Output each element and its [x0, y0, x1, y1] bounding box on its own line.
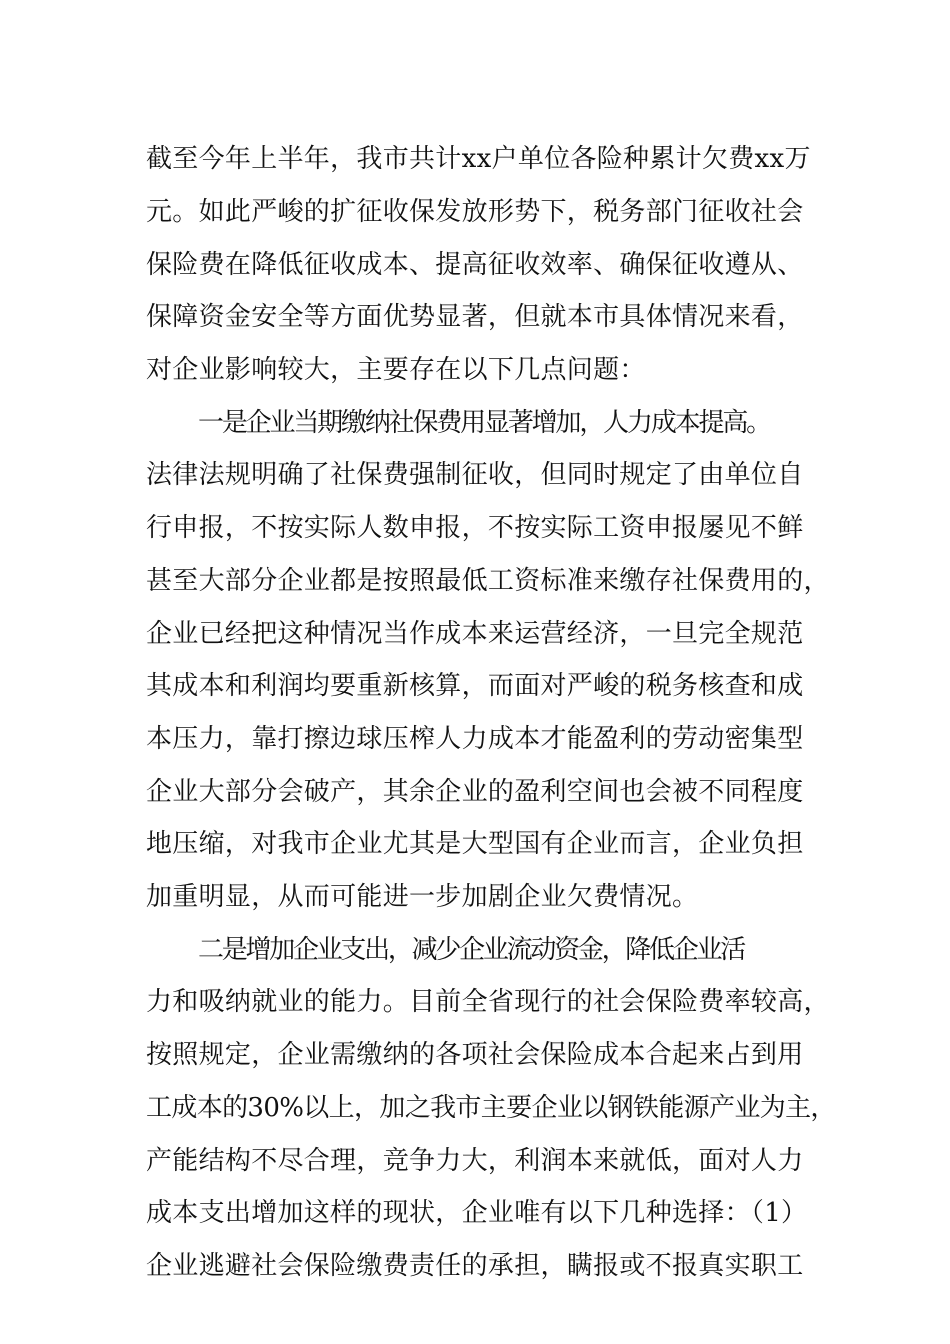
text-line: 企业大部分会破产，其余企业的盈利空间也会被不同程度 — [146, 777, 804, 807]
text-line: 按照规定，企业需缴纳的各项社会保险成本合起来占到用 — [146, 1040, 804, 1070]
paragraph-start-line: 二是增加企业支出，减少企业流动资金，降低企业活 — [198, 935, 745, 965]
text-line: 甚至大部分企业都是按照最低工资标准来缴存社保费用的， — [146, 566, 830, 596]
text-line: 其成本和利润均要重新核算，而面对严峻的税务核查和成 — [146, 671, 804, 701]
text-line: 保险费在降低征收成本、提高征收效率、确保征收遵从、 — [146, 250, 804, 280]
text-line: 力和吸纳就业的能力。目前全省现行的社会保险费率较高， — [146, 987, 830, 1017]
text-line: 法律法规明确了社保费强制征收，但同时规定了由单位自 — [146, 460, 804, 490]
paragraph-start-line: 一是企业当期缴纳社保费用显著增加，人力成本提高。 — [198, 408, 771, 438]
text-line: 产能结构不尽合理，竞争力大，利润本来就低，面对人力 — [146, 1146, 804, 1176]
text-line: 企业已经把这种情况当作成本来运营经济，一旦完全规范 — [146, 619, 804, 649]
text-line: 本压力，靠打擦边球压榨人力成本才能盈利的劳动密集型 — [146, 724, 804, 754]
text-line: 工成本的30%以上，加之我市主要企业以钢铁能源产业为主， — [146, 1093, 836, 1123]
text-line: 加重明显，从而可能进一步加剧企业欠费情况。 — [146, 882, 699, 912]
text-line: 企业逃避社会保险缴费责任的承担，瞒报或不报真实职工 — [146, 1251, 804, 1281]
text-line: 地压缩，对我市企业尤其是大型国有企业而言，企业负担 — [146, 829, 804, 859]
text-line: 保障资金安全等方面优势显著，但就本市具体情况来看， — [146, 302, 804, 332]
text-line: 截至今年上半年，我市共计xx户单位各险种累计欠费xx万 — [146, 144, 811, 174]
text-line: 元。如此严峻的扩征收保发放形势下，税务部门征收社会 — [146, 197, 804, 227]
text-line: 行申报，不按实际人数申报，不按实际工资申报屡见不鲜 — [146, 513, 804, 543]
text-line: 对企业影响较大，主要存在以下几点问题： — [146, 355, 646, 385]
text-line: 成本支出增加这样的现状，企业唯有以下几种选择：（1） — [146, 1198, 808, 1228]
